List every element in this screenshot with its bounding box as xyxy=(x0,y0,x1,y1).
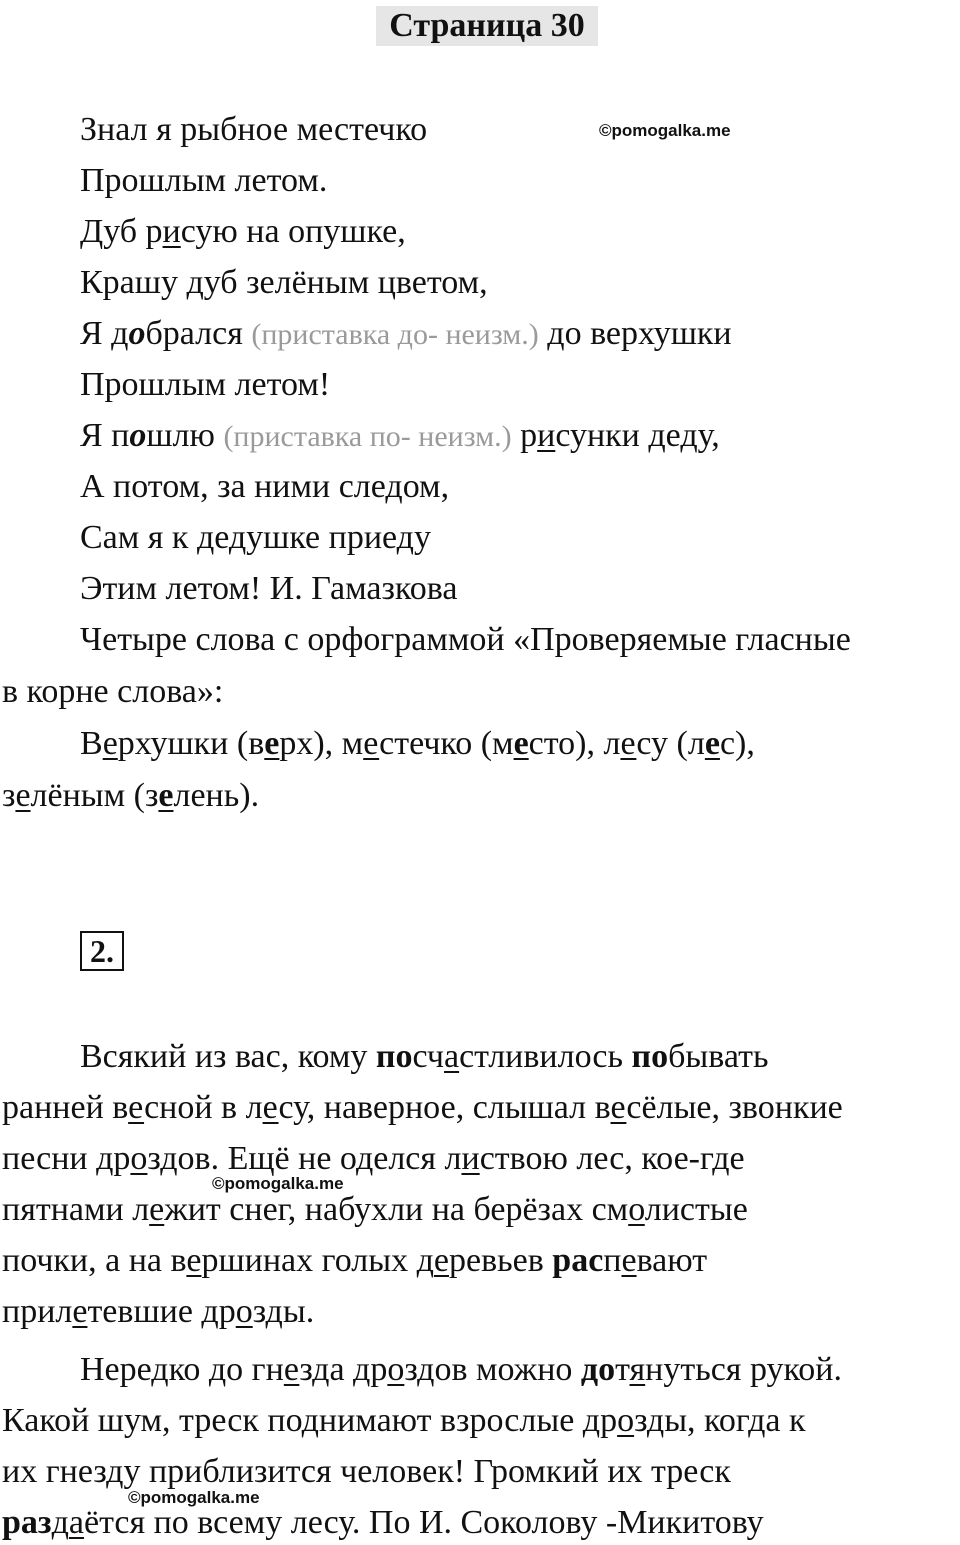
prefix-note: (приставка до- неизм.) xyxy=(251,318,539,351)
para1-line-3: песни дроздов. Ещё не оделся листвою лес, кое-где xyxy=(2,1140,745,1177)
answer-line-2: зелёным (зелень). xyxy=(2,777,260,814)
watermark-middle: ©pomogalka.me xyxy=(212,1174,344,1193)
answer-line-1: Верхушки (верх), местечко (место), лесу (лес), xyxy=(80,725,755,762)
para1-line-5: почки, а на вершинах голых деревьев распевают xyxy=(2,1242,708,1279)
poem-line-8: А потом, за ними следом, xyxy=(80,468,450,505)
poem-line-10: Этим летом! И. Гамазкова xyxy=(80,570,458,607)
para2-line-1: Нередко до гнезда дроздов можно дотянуться рукой. xyxy=(80,1351,842,1388)
watermark-bottom: ©pomogalka.me xyxy=(128,1488,260,1507)
para1-line-1: Всякий из вас, кому посчастливилось побывать xyxy=(80,1038,769,1075)
watermark-top: ©pomogalka.me xyxy=(599,121,731,140)
poem-line-3: Дуб рисую на опушке, xyxy=(80,213,406,250)
para1-line-2: ранней весной в лесу, наверное, слышал весёлые, звонкие xyxy=(2,1089,843,1126)
poem-line-6: Прошлым летом! xyxy=(80,366,331,403)
poem-line-7: Я пошлю (приставка по- неизм.) рисунки деду, xyxy=(80,417,720,454)
para2-line-2: Какой шум, треск поднимают взрослые дрозды, когда к xyxy=(2,1402,806,1439)
poem-line-5: Я добрался (приставка до- неизм.) до верхушки xyxy=(80,315,732,352)
poem-line-9: Сам я к дедушке приеду xyxy=(80,519,431,556)
exercise-number: 2. xyxy=(80,931,124,971)
prefix-note: (приставка по- неизм.) xyxy=(223,420,512,453)
para2-line-4: раздаётся по всему лесу. По И. Соколову -Микитову xyxy=(2,1504,764,1541)
task-text-line-2: в корне слова»: xyxy=(2,673,224,710)
page-title: Страница 30 xyxy=(376,6,598,46)
para2-line-3: их гнезду приблизится человек! Громкий их треск xyxy=(2,1453,731,1490)
para1-line-6: прилетевшие дрозды. xyxy=(2,1293,315,1330)
poem-line-2: Прошлым летом. xyxy=(80,162,328,199)
poem-line-4: Крашу дуб зелёным цветом, xyxy=(80,264,488,301)
poem-line-1: Знал я рыбное местечко xyxy=(80,111,428,148)
para1-line-4: пятнами лежит снег, набухли на берёзах смолистые xyxy=(2,1191,748,1228)
task-text-line-1: Четыре слова с орфограммой «Проверяемые гласные xyxy=(80,621,851,658)
